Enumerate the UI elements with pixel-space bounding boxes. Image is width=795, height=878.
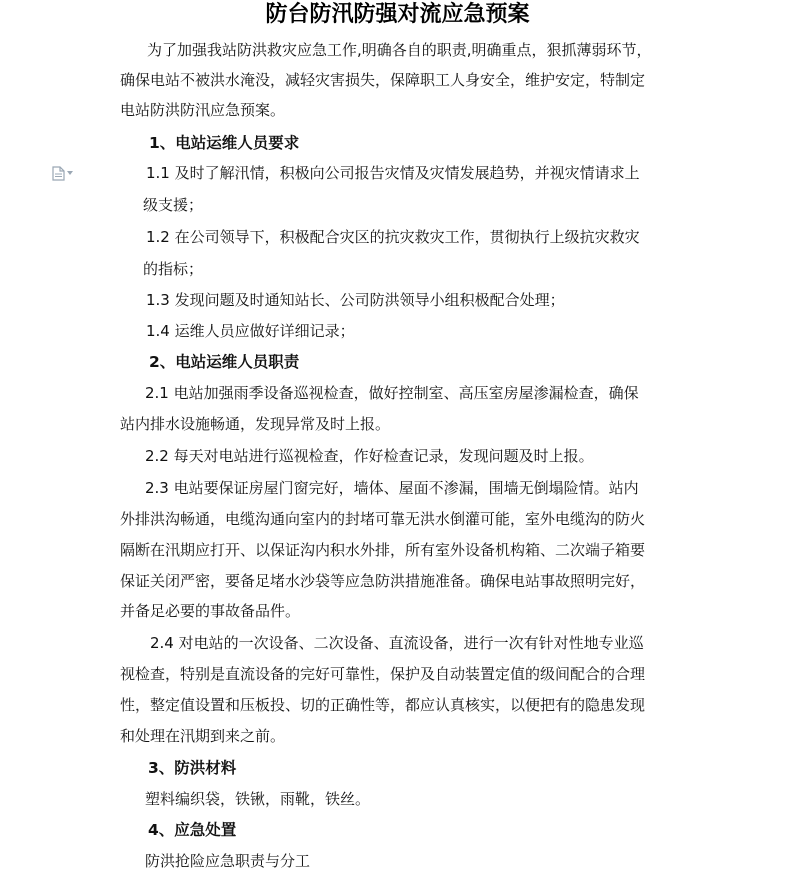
- item-2-4-line-3: 性，整定值设置和压板投、切的正确性等，都应认真核实，以便把有的隐患发现: [120, 696, 646, 714]
- item-1-4: 1.4 运维人员应做好详细记录；: [146, 322, 355, 340]
- item-2-3-line-4: 保证关闭严密，要备足堵水沙袋等应急防洪措施准备。确保电站事故照明完好，: [120, 572, 646, 590]
- item-1-2-line-2: 的指标；: [143, 260, 204, 278]
- item-2-4-line-1: 2.4 对电站的一次设备、二次设备、直流设备，进行一次有针对性地专业巡: [150, 634, 644, 652]
- item-2-4-line-2: 视检查，特别是直流设备的完好可靠性，保护及自动装置定值的级间配合的合理: [120, 665, 646, 683]
- document-icon: [52, 166, 65, 181]
- item-2-1-line-2: 站内排水设施畅通，发现异常及时上报。: [120, 415, 391, 433]
- item-2-3-line-3: 隔断在汛期应打开、以保证沟内积水外排，所有室外设备机构箱、二次端子箱要: [120, 541, 646, 559]
- chevron-down-icon: [67, 171, 73, 175]
- page-title: 防台防汛防强对流应急预案: [265, 2, 530, 27]
- item-1-2-line-1: 1.2 在公司领导下，积极配合灾区的抗灾救灾工作，贯彻执行上级抗灾救灾: [146, 228, 640, 246]
- item-2-2: 2.2 每天对电站进行巡视检查，作好检查记录，发现问题及时上报。: [145, 447, 594, 465]
- section-4-heading: 4、应急处置: [148, 821, 237, 839]
- intro-line-2: 确保电站不被洪水淹没，减轻灾害损失，保障职工人身安全，维护安定，特制定: [120, 71, 646, 89]
- item-1-3: 1.3 发现问题及时通知站长、公司防洪领导小组积极配合处理；: [146, 291, 565, 309]
- section-1-heading: 1、电站运维人员要求: [149, 134, 300, 152]
- intro-line-3: 电站防洪防汛应急预案。: [120, 101, 286, 119]
- item-2-1-line-1: 2.1 电站加强雨季设备巡视检查，做好控制室、高压室房屋渗漏检查，确保: [145, 384, 639, 402]
- section-4-body: 防洪抢险应急职责与分工: [145, 852, 311, 870]
- section-3-body: 塑料编织袋，铁锹，雨靴，铁丝。: [145, 790, 371, 808]
- section-3-heading: 3、防洪材料: [148, 759, 237, 777]
- item-2-3-line-2: 外排洪沟畅通，电缆沟通向室内的封堵可靠无洪水倒灌可能，室外电缆沟的防火: [120, 510, 646, 528]
- item-2-3-line-5: 并备足必要的事故备品件。: [120, 602, 301, 620]
- item-1-1-line-1: 1.1 及时了解汛情，积极向公司报告灾情及灾情发展趋势，并视灾情请求上: [146, 164, 640, 182]
- item-2-3-line-1: 2.3 电站要保证房屋门窗完好，墙体、屋面不渗漏，围墙无倒塌险情。站内: [145, 479, 639, 497]
- section-2-heading: 2、电站运维人员职责: [149, 353, 300, 371]
- paragraph-menu-button[interactable]: [52, 165, 82, 181]
- item-1-1-line-2: 级支援；: [143, 196, 204, 214]
- item-2-4-line-4: 和处理在汛期到来之前。: [120, 727, 286, 745]
- intro-line-1: 为了加强我站防洪救灾应急工作,明确各自的职责,明确重点，狠抓薄弱环节，: [147, 41, 652, 59]
